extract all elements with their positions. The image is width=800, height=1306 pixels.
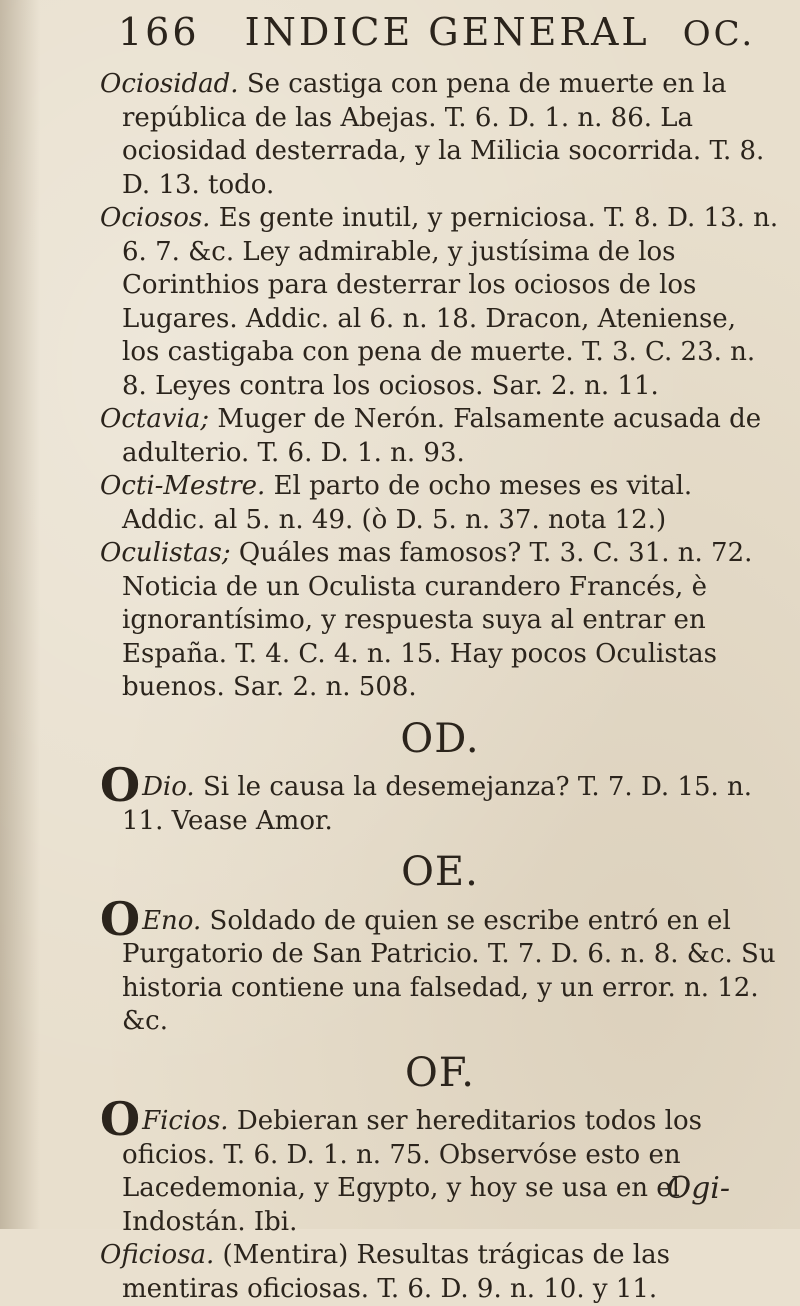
- index-entry: [100, 68, 780, 202]
- drop-cap: O: [100, 758, 141, 812]
- entry-headword: Oficiosa.: [100, 1240, 215, 1270]
- entry-headword: Oculistas;: [100, 538, 231, 568]
- gutter-shadow: [0, 0, 40, 1229]
- entry-headword: Ociosos.: [100, 203, 211, 233]
- entry-text: Es gente inutil, y perniciosa. T. 8. D. 13. n. 6. 7. &c. Ley admirable, y justísima de los Corinthios para desterrar los ociosos de los Lugares. Addic. al 6. n. 18. Dracon, Ateniense, los castigaba con pena de muerte. T. 3. C. 23. n. 8. Leyes contra los ociosos. Sar. 2. n. 11.: [122, 203, 779, 401]
- entry-headword: Dio.: [142, 772, 195, 802]
- entry-headword: Octi-Mestre.: [100, 471, 266, 501]
- entry-headword: Octavia;: [100, 404, 210, 434]
- index-entry: [100, 1239, 780, 1306]
- index-entry: [100, 202, 780, 403]
- index-entry: [100, 758, 780, 838]
- drop-cap: O: [100, 1092, 141, 1146]
- entry-headword: Eno.: [142, 905, 202, 936]
- entry-text: Si le causa la desemejanza? T. 7. D. 15. n. 11. Vease Amor.: [122, 772, 753, 836]
- entry-headword: Ociosidad.: [100, 69, 239, 99]
- catchword: Ogi-: [666, 1171, 730, 1206]
- page-number: 166: [118, 10, 200, 54]
- index-entry: [100, 891, 780, 1039]
- entry-text: (Mentira) Resultas trágicas de las mentiras oficiosas. T. 6. D. 9. n. 10. y 11.: [122, 1240, 670, 1304]
- entry-text: Se castiga con pena de muerte en la república de las Abejas. T. 6. D. 1. n. 86. La ociosidad desterrada, y la Milicia socorrida. T. 8. D. 13. todo.: [122, 69, 765, 200]
- entry-text: El parto de ocho meses es vital. Addic. al 5. n. 49. (ò D. 5. n. 37. nota 12.): [122, 471, 693, 535]
- running-subtitle: OC.: [682, 14, 756, 54]
- index-entry: [100, 537, 780, 705]
- entry-headword: Ficios.: [142, 1106, 229, 1136]
- drop-cap: O: [100, 891, 141, 946]
- entry-text: Quáles mas famosos? T. 3. C. 31. n. 72. Noticia de un Oculista curandero Francés, è ignorantísimo, y respuesta suya al entrar en España. T. 4. C. 4. n. 15. Hay pocos Oculistas buenos. Sar. 2. n. 508.: [122, 538, 753, 702]
- section-heading-od: OD.: [400, 715, 480, 762]
- section-heading-of: OF.: [404, 1049, 476, 1096]
- entry-text: Debieran ser hereditarios todos los oficios. T. 6. D. 1. n. 75. Observóse esto en Lacedemonia, y Egypto, y hoy se usa en el Indostán. Ibi.: [122, 1106, 702, 1237]
- entry-text: Soldado de quien se escribe entró en el Purgatorio de San Patricio. T. 7. D. 6. n. 8. &c. Su historia contiene una falsedad, y un error. n. 12. &c.: [122, 905, 776, 1036]
- entry-text: Muger de Nerón. Falsamente acusada de adulterio. T. 6. D. 1. n. 93.: [122, 404, 762, 468]
- index-entry: [100, 403, 780, 470]
- index-entry: [100, 470, 780, 537]
- page-header: [118, 10, 758, 54]
- section-heading-oe: OE.: [401, 849, 479, 895]
- index-content: [100, 68, 780, 1306]
- running-title: INDICE GENERAL: [244, 10, 650, 54]
